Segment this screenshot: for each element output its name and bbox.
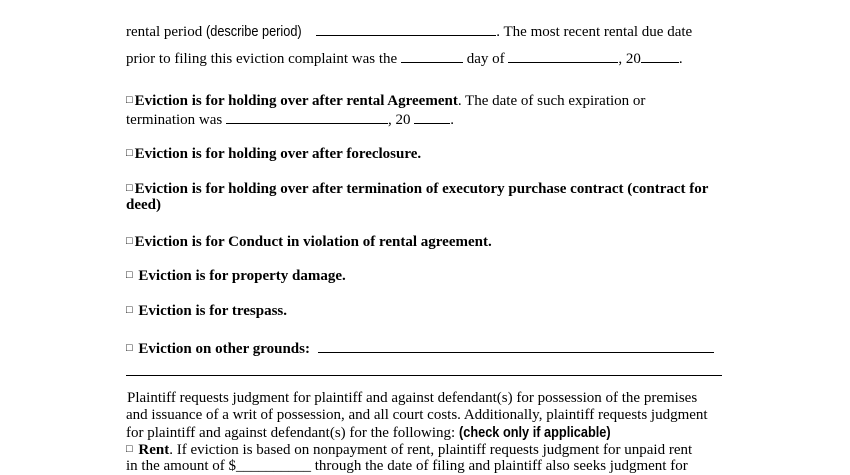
trespass-label: Eviction is for trespass. [138, 303, 288, 319]
rent-label: Rent [138, 442, 170, 458]
option-foreclosure[interactable] [126, 145, 421, 163]
judgment-line-3-text: for plaintiff and against defendant(s) for the following: [126, 425, 456, 441]
holdover-termination-label: termination was [126, 112, 223, 128]
other-label: Eviction on other grounds: [138, 341, 310, 357]
judgment-line-5: in the amount of $__________ through the date of filing and plaintiff also seeks judgment for [126, 458, 688, 474]
rental-period-line [126, 21, 692, 41]
filing-month-field[interactable] [508, 48, 618, 63]
termination-end: . [450, 112, 454, 128]
other-grounds-field[interactable] [318, 338, 714, 353]
filing-day-of: day of [466, 51, 505, 67]
judgment-line-2: and issuance of a writ of possession, and all court costs. Additionally, plaintiff requests judgment [126, 407, 708, 423]
termination-year-prefix: , 20 [387, 112, 411, 128]
option-executory[interactable] [126, 180, 708, 198]
holdover-rest: . The date of such expiration or [457, 93, 646, 109]
holdover-bold: Eviction is for holding over after rental Agreement [134, 93, 458, 109]
option-trespass[interactable] [126, 302, 287, 320]
damage-checkbox[interactable]: □ [126, 269, 133, 281]
rental-period-hint: (describe period) [205, 23, 302, 40]
due-date-text: . The most recent rental due date [496, 24, 693, 40]
executory-line2 [126, 197, 161, 214]
option-rent[interactable] [126, 441, 692, 459]
filing-year-field[interactable] [641, 48, 679, 63]
filing-date-prefix: prior to filing this eviction complaint was the [126, 51, 398, 67]
foreclosure-checkbox[interactable]: □ [126, 147, 133, 159]
other-checkbox[interactable]: □ [126, 342, 133, 354]
trespass-checkbox[interactable]: □ [126, 304, 133, 316]
filing-date-line: prior to filing this eviction complaint was the day of , 20 . [126, 48, 683, 68]
judgment-line-1: Plaintiff requests judgment for plaintiff and against defendant(s) for possession of the premises [127, 390, 698, 406]
holdover-checkbox[interactable]: □ [126, 94, 133, 106]
holdover-line2 [126, 109, 454, 129]
damage-label: Eviction is for property damage. [138, 268, 346, 284]
executory-checkbox[interactable]: □ [126, 182, 133, 194]
rent-text: . If eviction is based on nonpayment of rent, plaintiff requests judgment for unpaid rent [169, 442, 693, 458]
foreclosure-label: Eviction is for holding over after foreclosure. [134, 146, 422, 162]
executory-label-2: deed) [126, 197, 161, 213]
conduct-label: Eviction is for Conduct in violation of rental agreement. [134, 234, 492, 250]
option-damage[interactable] [126, 267, 346, 285]
rent-checkbox[interactable]: □ [126, 443, 133, 455]
other-grounds-field-2[interactable] [126, 375, 722, 376]
rental-period-label: rental period [126, 24, 203, 40]
conduct-checkbox[interactable]: □ [126, 235, 133, 247]
termination-year-field[interactable] [414, 109, 450, 124]
filing-day-field[interactable] [401, 48, 463, 63]
executory-label: Eviction is for holding over after termination of executory purchase contract (contract for [134, 181, 709, 197]
rental-period-field[interactable] [316, 21, 496, 36]
option-conduct[interactable] [126, 233, 492, 251]
check-applicable-note: (check only if applicable) [458, 424, 611, 441]
option-holdover[interactable] [126, 92, 645, 110]
filing-year-prefix: , 20 [618, 51, 641, 67]
termination-date-field[interactable] [226, 109, 388, 124]
option-other[interactable] [126, 338, 714, 358]
judgment-line-3 [126, 424, 637, 442]
